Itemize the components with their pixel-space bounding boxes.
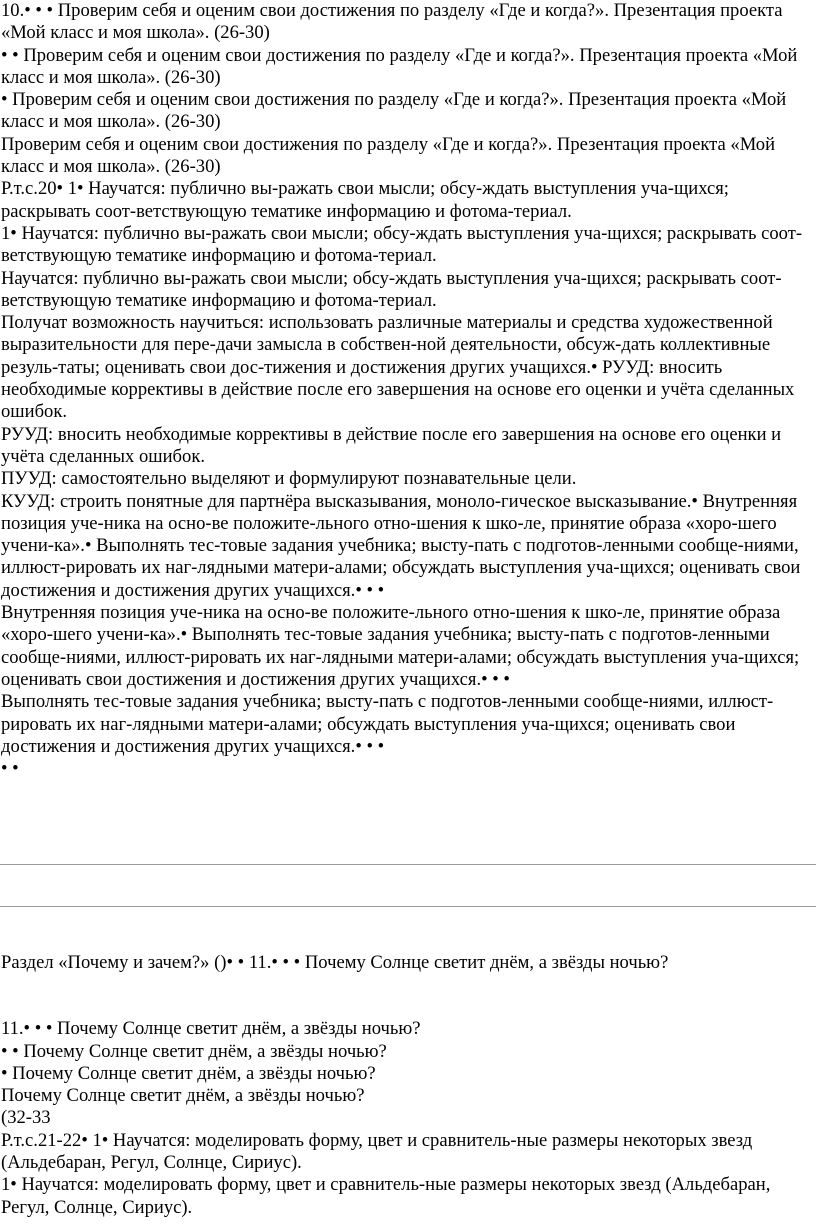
- paragraph-2: • • Проверим себя и оценим свои достижения по разделу «Где и когда?». Презентация проекта «Мой класс и моя школа». (26-30): [1, 44, 798, 88]
- paragraph-16: • • Почему Солнце светит днём, а звёзды ночью?: [1, 1040, 387, 1062]
- document-body: [1, 0, 813, 780]
- paragraph-5: Р.т.с.20• 1• Научатся: публично вы-ражать свои мысли; обсу-ждать выступления уча-щихся; раскрывать соот-ветствующую тематике информацию и фотома-териал.: [1, 178, 729, 222]
- paragraph-20: Р.т.с.21-22• 1• Научатся: моделировать форму, цвет и сравнитель-ные размеры некоторых звезд (Альдебаран, Регул, Солнце, Сириус).: [1, 1129, 753, 1174]
- paragraph-6: 1• Научатся: публично вы-ражать свои мысли; обсу-ждать выступления уча-щихся; раскрывать соот-ветствующую тематике информацию и фотома-териал.: [1, 222, 803, 267]
- paragraph-19: (32-33: [1, 1107, 51, 1129]
- paragraph-18: Почему Солнце светит днём, а звёзды ночью?: [1, 1085, 365, 1107]
- paragraph-17: • Почему Солнце светит днём, а звёзды ночью?: [1, 1062, 376, 1084]
- horizontal-rule-1: [0, 864, 816, 865]
- paragraph-9: РУУД: вносить необходимые коррективы в действие после его завершения на основе его оценки и учёта сделанных ошибок.: [1, 423, 782, 467]
- paragraph-15: 11.• • • Почему Солнце светит днём, а звёзды ночью?: [1, 1018, 421, 1040]
- paragraph-1: 10.• • • Проверим себя и оценим свои достижения по разделу «Где и когда?». Презентация проекта «Мой класс и моя школа». (26-30): [1, 0, 783, 44]
- paragraph-4: Проверим себя и оценим свои достижения по разделу «Где и когда?». Презентация проекта «Мой класс и моя школа». (26-30): [1, 133, 776, 178]
- paragraph-13: Выполнять тес-товые задания учебника; высту-пать с подготов-ленными сообще-ниями, иллюст-рировать их наг-лядными матери-алами; обсуждать выступления уча-щихся; оценивать свои достижения и достижения других учащихся.• • •: [1, 691, 774, 757]
- section-heading: Раздел «Почему и зачем?» ()• • 11.• • • Почему Солнце светит днём, а звёзды ночью?: [1, 952, 669, 973]
- spacer: [1, 974, 813, 1018]
- paragraph-8: Получат возможность научиться: использовать различные материалы и средства художественной выразительности для пере-дачи замысла в собствен-ной деятельности, обсуж-дать коллективные резуль-таты; оценивать свои дос-тижения и достижения других учащихся.• РУУД: вносить необходимые коррективы в действие после его завершения на основе его оценки и учёта сделанных ошибок.: [1, 312, 795, 423]
- paragraph-7: Научатся: публично вы-ражать свои мысли; обсу-ждать выступления уча-щихся; раскрывать соот-ветствующую тематике информацию и фотома-териал.: [1, 267, 782, 311]
- paragraph-11: КУУД: строить понятные для партнёра высказывания, моноло-гическое высказывание.• Внутренняя позиция уче-ника на осно-ве положите-льного отно-шения к шко-ле, принятие образа «хоро-шего учени-ка».• Выполнять тес-товые задания учебника; высту-пать с подготов-ленными сообще-ниями, иллюст-рировать их наг-лядными матери-алами; обсуждать выступления уча-щихся; оценивать свои достижения и достижения других учащихся.• • •: [1, 490, 801, 601]
- paragraph-12: Внутренняя позиция уче-ника на осно-ве положите-льного отно-шения к шко-ле, принятие образа «хоро-шего учени-ка».• Выполнять тес-товые задания учебника; высту-пать с подготов-ленными сообще-ниями, иллюст-рировать их наг-лядными матери-алами; обсуждать выступления уча-щихся; оценивать свои достижения и достижения других учащихся.• • •: [1, 602, 800, 690]
- paragraph-3: • Проверим себя и оценим свои достижения по разделу «Где и когда?». Презентация проекта «Мой класс и моя школа». (26-30): [1, 89, 787, 133]
- paragraph-21: 1• Научатся: моделировать форму, цвет и сравнитель-ные размеры некоторых звезд (Альдебаран, Регул, Солнце, Сириус).: [1, 1174, 771, 1218]
- paragraph-14: • •: [1, 758, 19, 780]
- section-why: [1, 952, 813, 1219]
- paragraph-10: ПУУД: самостоятельно выделяют и формулируют познавательные цели.: [1, 468, 577, 490]
- horizontal-rule-2: [0, 906, 816, 907]
